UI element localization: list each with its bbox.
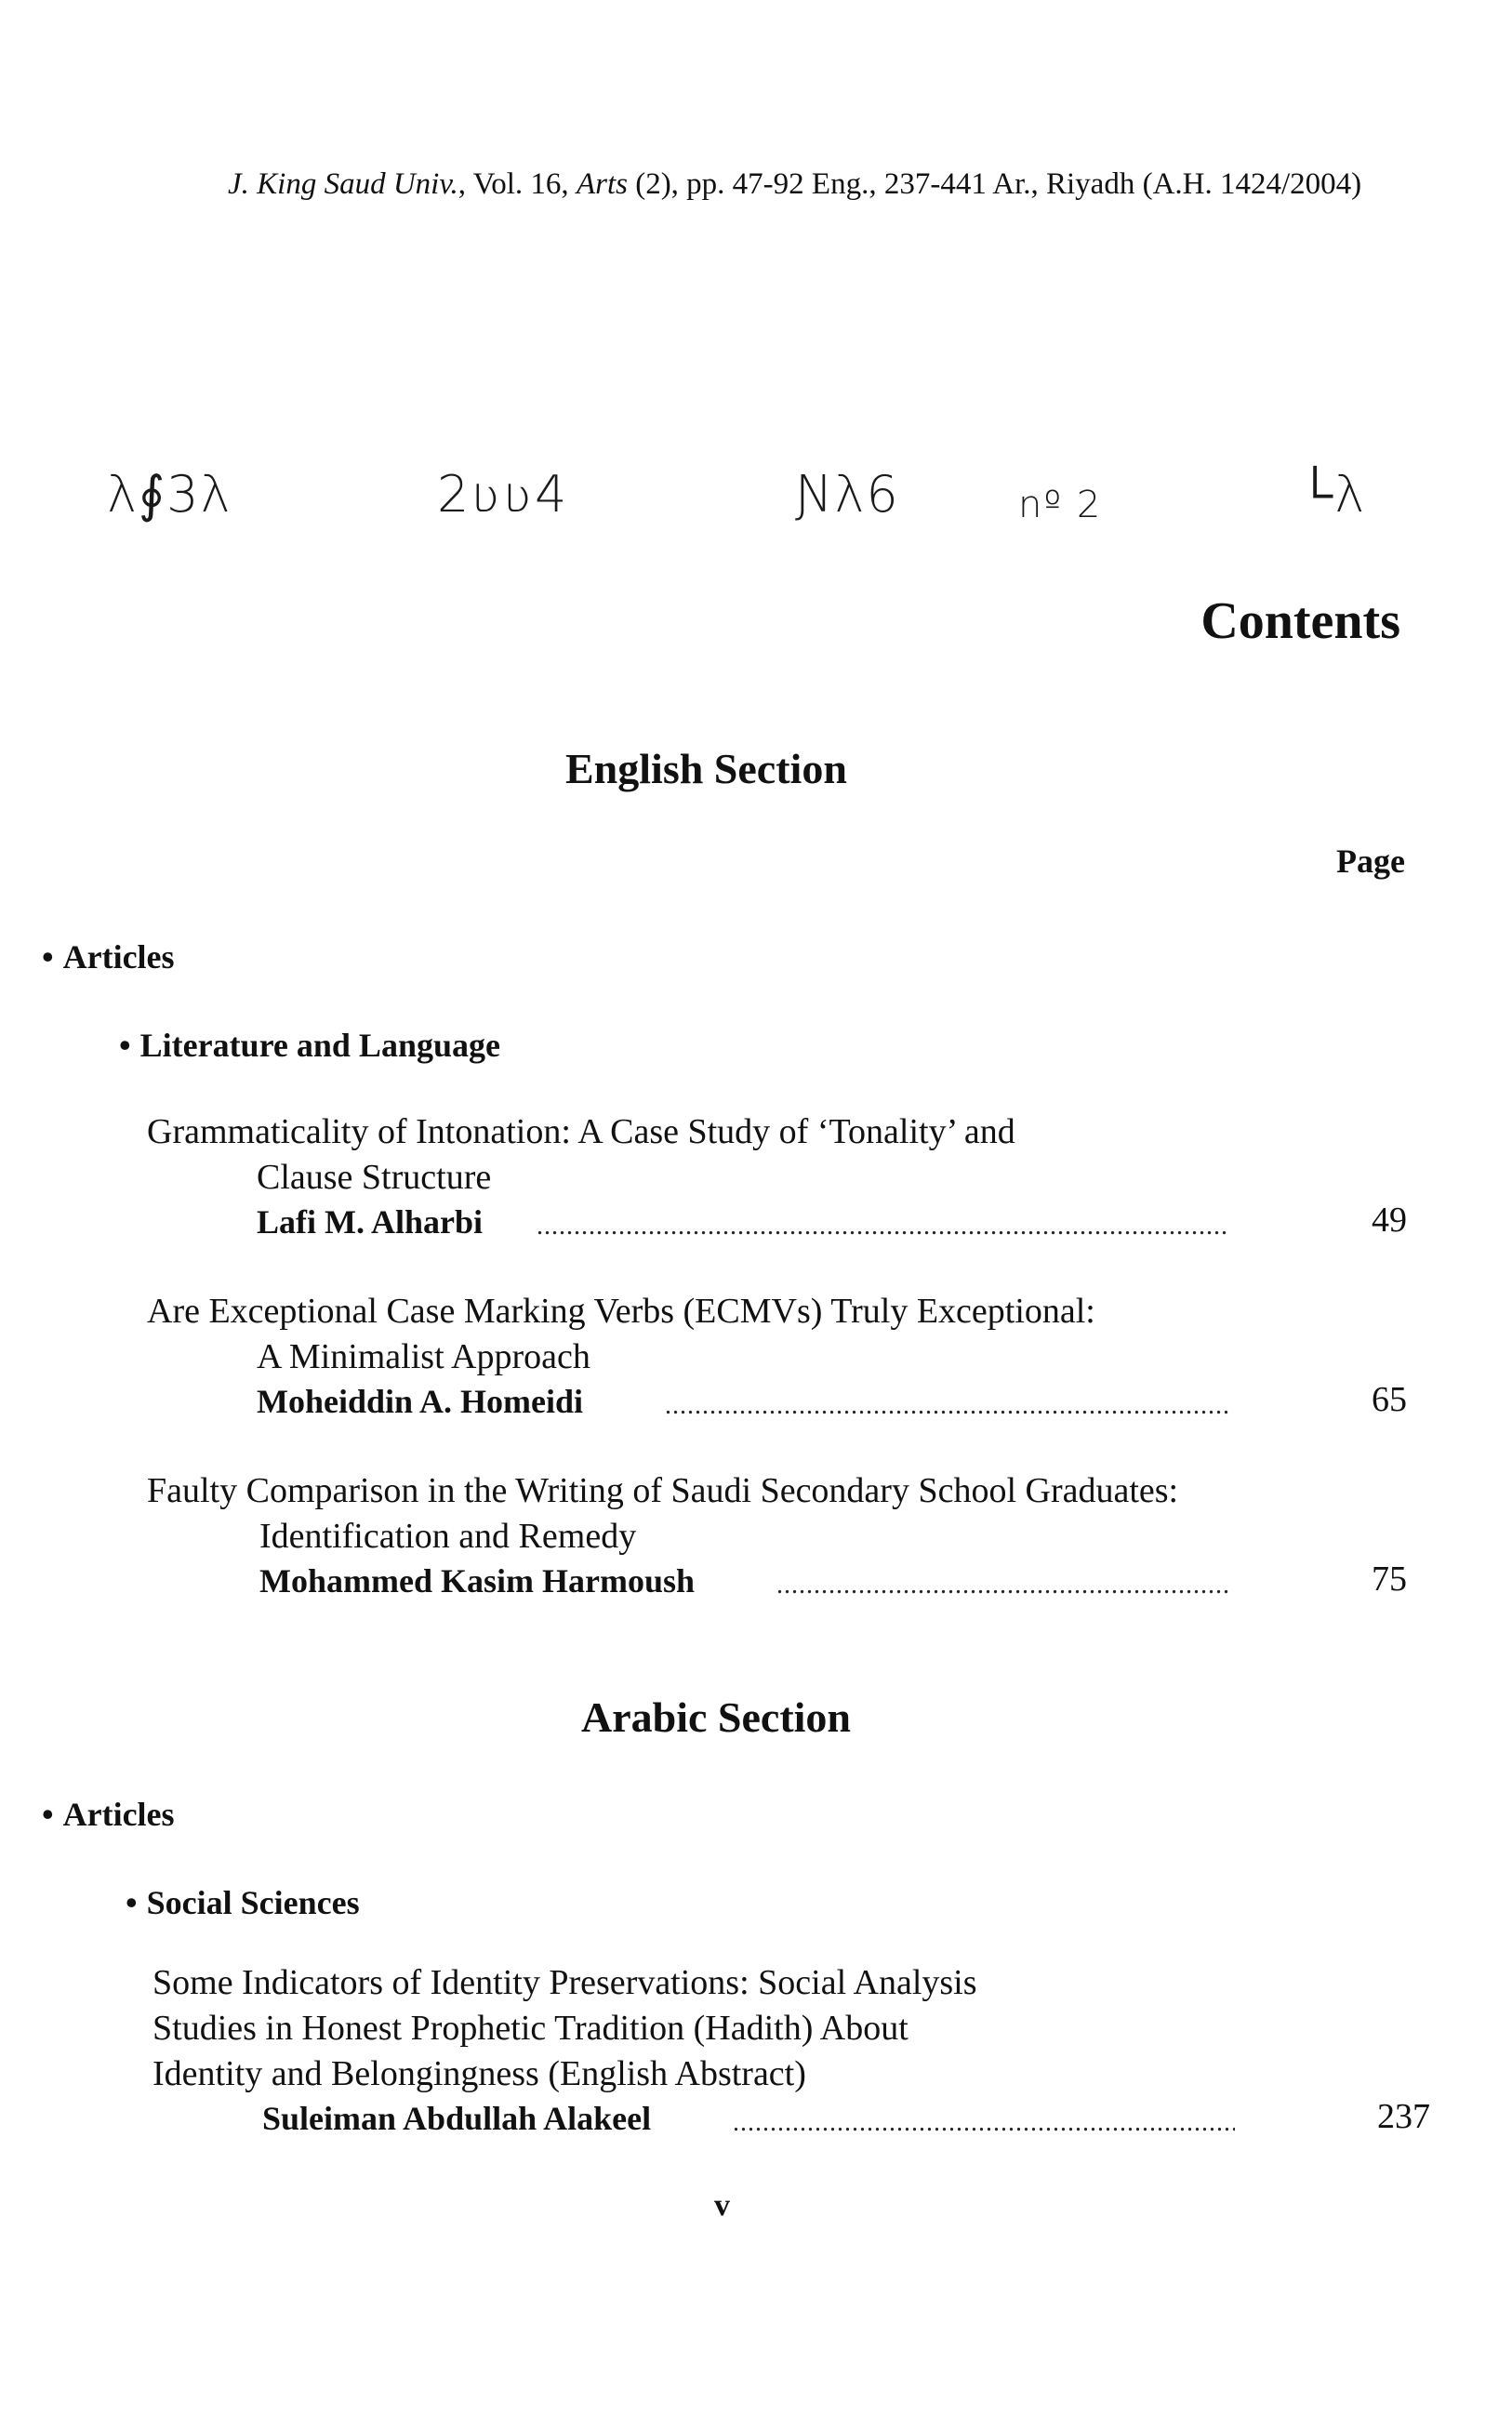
entry-1-leader-dots bbox=[537, 1212, 1229, 1241]
handwritten-note-1: λ∮3λ bbox=[107, 465, 232, 524]
journal-pages: (2), pp. 47-92 Eng., 237-441 Ar., Riyadh (A.H. 1424/2004) bbox=[627, 167, 1362, 201]
entry-2-leader-dots bbox=[665, 1391, 1229, 1421]
entry-4-author: Suleiman Abdullah Alakeel bbox=[262, 2100, 652, 2137]
entry-1-title-line-2: Clause Structure bbox=[257, 1158, 492, 1197]
english-section-title: English Section bbox=[565, 745, 847, 792]
entry-2-page: 65 bbox=[1372, 1380, 1407, 1419]
journal-citation bbox=[228, 167, 1361, 202]
entry-1-title-line-1: Grammaticality of Intonation: A Case Study of ‘Tonality’ and bbox=[147, 1112, 1015, 1151]
entry-3-title-line-1: Faulty Comparison in the Writing of Saudi Secondary School Graduates: bbox=[147, 1471, 1179, 1510]
entry-4-leader-dots bbox=[733, 2108, 1235, 2138]
entry-2-title-line-2: A Minimalist Approach bbox=[257, 1337, 590, 1376]
entry-2-author: Moheiddin A. Homeidi bbox=[257, 1383, 584, 1420]
handwritten-note-2: 2ʋʋ4 bbox=[437, 465, 569, 524]
entry-3-leader-dots bbox=[776, 1571, 1229, 1600]
english-category-articles: • Articles bbox=[42, 937, 175, 976]
handwritten-note-4: nº 2 bbox=[1018, 484, 1103, 526]
subcategory-literature-language: • Literature and Language bbox=[119, 1026, 500, 1065]
page-title: Contents bbox=[1200, 592, 1400, 650]
page-column-label: Page bbox=[1336, 843, 1405, 880]
entry-4-title-line-2: Studies in Honest Prophetic Tradition (Hadith) About bbox=[153, 2009, 909, 2048]
entry-4-title-line-3: Identity and Belongingness (English Abstract) bbox=[153, 2054, 806, 2093]
entry-4-page: 237 bbox=[1377, 2097, 1430, 2136]
arabic-section-title: Arabic Section bbox=[581, 1693, 852, 1741]
page-number: v bbox=[714, 2188, 730, 2223]
handwritten-note-5: └λ bbox=[1297, 465, 1367, 524]
entry-3-title-line-2: Identification and Remedy bbox=[259, 1517, 637, 1556]
entry-3-author: Mohammed Kasim Harmoush bbox=[259, 1562, 695, 1600]
journal-series: Arts bbox=[576, 167, 628, 201]
entry-2-title-line-1: Are Exceptional Case Marking Verbs (ECMVs) Truly Exceptional: bbox=[147, 1292, 1095, 1331]
entry-1-page: 49 bbox=[1372, 1201, 1407, 1240]
journal-volume: , Vol. 16, bbox=[458, 167, 577, 201]
journal-name: J. King Saud Univ. bbox=[228, 167, 458, 201]
entry-4-title-line-1: Some Indicators of Identity Preservations: Social Analysis bbox=[153, 1963, 977, 2002]
entry-3-page: 75 bbox=[1372, 1560, 1407, 1599]
subcategory-social-sciences: • Social Sciences bbox=[126, 1883, 360, 1922]
handwritten-note-3: Ɲλ6 bbox=[795, 465, 900, 524]
entry-1-author: Lafi M. Alharbi bbox=[257, 1203, 484, 1241]
arabic-category-articles: • Articles bbox=[42, 1795, 175, 1834]
